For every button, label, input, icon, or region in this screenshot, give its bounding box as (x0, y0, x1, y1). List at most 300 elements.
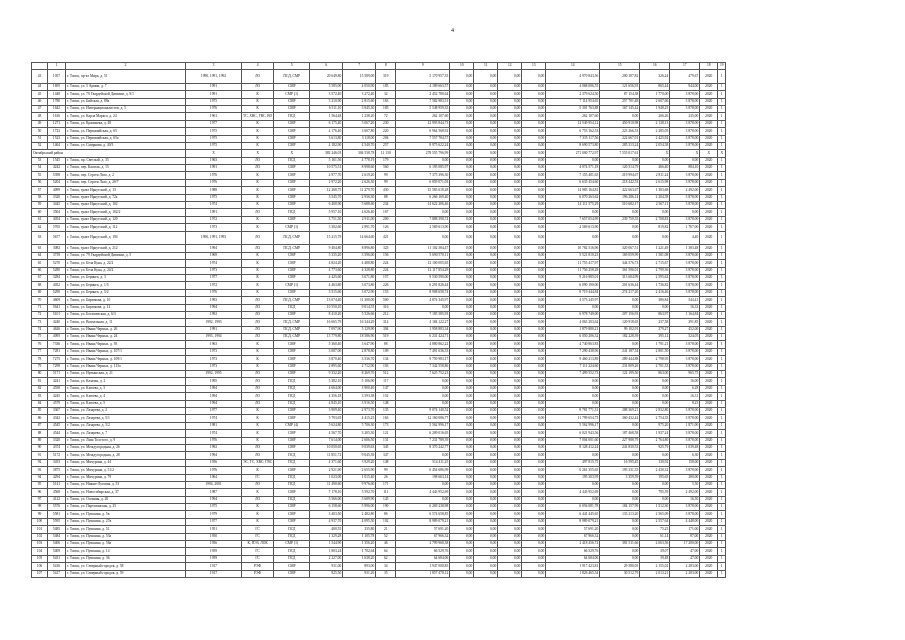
table-cell: 278 555 796,99 (396, 150, 450, 157)
table-cell: 0,00 (450, 282, 474, 289)
table-cell: 2020 (700, 282, 718, 289)
table-cell: 0,00 (396, 157, 450, 164)
table-cell: 2 891,70 (343, 224, 376, 231)
table-cell: 0,00 (498, 120, 522, 127)
table-cell: 0,00 (474, 120, 498, 127)
table-cell: г. Томск, ул. Пушкина, д. 51 (66, 526, 186, 533)
table-cell: г. Томск, тракт Иркутский, д. 194 (66, 231, 186, 245)
table-cell: 1 (718, 274, 726, 281)
table-cell: 4 443 952,69 (396, 489, 450, 496)
table-cell: 931,00 (310, 563, 343, 570)
table-cell: 54 (32, 165, 48, 172)
table-cell: 0,00 (498, 304, 522, 311)
table-cell: К (242, 356, 274, 363)
table-cell: 2 921,90 (310, 467, 343, 474)
table-cell: СМР (274, 430, 310, 437)
table-cell: 17 200,00 (670, 541, 700, 548)
table-cell: 0,00 (474, 319, 498, 326)
table-cell: 0,00 (474, 518, 498, 525)
table-cell: 6 056 081,78 (546, 504, 600, 511)
table-cell: Х (640, 150, 670, 157)
table-cell: К (242, 415, 274, 422)
table-cell: 1972 (186, 216, 242, 223)
table-cell: 4 773,60 (310, 267, 343, 274)
table-cell: 1 (718, 430, 726, 437)
table-row (32, 187, 726, 194)
table-cell: 1994, 2001 (186, 481, 242, 488)
table-cell: 0,00 (498, 378, 522, 385)
table-cell: 386,84 (640, 297, 670, 304)
table-cell: 2 155,02 (640, 563, 670, 570)
table-cell: 0,00 (546, 393, 600, 400)
table-cell: СМР (274, 216, 310, 223)
table-cell: 795,59 (640, 489, 670, 496)
table-cell: 3 878,00 (670, 430, 700, 437)
table-cell: 0,00 (498, 105, 522, 112)
table-cell: 185 (376, 105, 396, 112)
table-cell: 3 929,20 (343, 459, 376, 466)
table-cell: 121 656,93 (600, 83, 640, 90)
table-cell: г. Томск, ул. Пушкина, д. 56а (66, 541, 186, 548)
table-cell: 1 (718, 187, 726, 194)
table-cell: 5417 (48, 570, 66, 577)
table-cell: 0,00 (498, 341, 522, 348)
table-cell: 3 878,00 (670, 415, 700, 422)
table-cell: 3 593,38 (343, 393, 376, 400)
table-cell: 7 097,90 (310, 326, 343, 333)
table-cell: 1981 (186, 422, 242, 429)
table-cell: 2020 (700, 274, 718, 281)
table-cell: 6,28 (670, 385, 700, 392)
table-cell: 2 416,46 (640, 289, 670, 296)
table-row (32, 157, 726, 164)
table-cell: ЛО (242, 304, 274, 311)
table-cell: 2020 (700, 408, 718, 415)
table-row (32, 489, 726, 496)
table-cell: 46 (376, 541, 396, 548)
table-cell: 0,00 (498, 422, 522, 429)
table-cell: 2020 (700, 489, 718, 496)
table-cell: 335,80 (343, 526, 376, 533)
table-cell: 0,00 (498, 489, 522, 496)
table-cell: 84 (32, 400, 48, 407)
table-cell: К (242, 422, 274, 429)
table-cell: 0,00 (450, 297, 474, 304)
table-cell: 0,00 (450, 179, 474, 186)
table-cell: 4374 (48, 444, 66, 451)
table-cell: 241 187,54 (600, 348, 640, 355)
table-cell: 0,00 (450, 128, 474, 135)
table-cell: 3 673,80 (343, 282, 376, 289)
table-cell: 0,00 (450, 467, 474, 474)
table-cell: 0,00 (498, 496, 522, 503)
table-cell: СМР (274, 165, 310, 172)
table-cell: ЛО (242, 334, 274, 341)
table-cell: К (242, 224, 274, 231)
table-cell: 0,00 (522, 150, 546, 157)
table-cell: 103 (376, 363, 396, 370)
table-cell: 8 690 573,80 (546, 142, 600, 149)
table-cell: 0,00 (450, 548, 474, 555)
table-cell: 0,00 (474, 437, 498, 444)
table-cell: 75 (32, 334, 48, 341)
table-cell: 0,00 (450, 533, 474, 540)
table-cell: 4 443 952,69 (546, 489, 600, 496)
table-cell: 4054 (48, 216, 66, 223)
table-cell: 120 918,65 (600, 319, 640, 326)
table-cell: 3 878,00 (670, 356, 700, 363)
table-cell: 3 878,00 (670, 252, 700, 259)
table-cell: 0,00 (450, 341, 474, 348)
table-cell: г. Томск, ул. 79 Гвардейской Дивизии, д. 5 (66, 252, 186, 259)
table-cell: 1 (718, 415, 726, 422)
table-cell: 8 719 444,84 (546, 289, 600, 296)
table-cell: 2 815,60 (343, 98, 376, 105)
table-cell: 218 442,53 (600, 179, 640, 186)
table-cell: СМР (274, 511, 310, 518)
table-row (32, 105, 726, 112)
table-cell: 63 (32, 231, 48, 245)
table-cell: 0,00 (522, 165, 546, 172)
table-cell: 0,00 (522, 326, 546, 333)
table-row (32, 356, 726, 363)
table-cell: 0,00 (522, 526, 546, 533)
table-row (32, 319, 726, 326)
table-row (32, 452, 726, 459)
table-cell: 3 878,00 (670, 105, 700, 112)
table-cell: 102 (376, 518, 396, 525)
table-cell: 0,00 (450, 150, 474, 157)
table-cell: 1 (718, 252, 726, 259)
table-cell: 0,00 (450, 400, 474, 407)
table-cell: 135 (376, 408, 396, 415)
table-cell: К (242, 511, 274, 518)
table-row (32, 289, 726, 296)
table-cell: 4 778,19 (343, 157, 376, 164)
table-cell: К (242, 187, 274, 194)
table-cell: 0,00 (474, 260, 498, 267)
table-cell: СМР (274, 252, 310, 259)
table-cell: 193 331,35 (600, 467, 640, 474)
table-row (32, 371, 726, 378)
table-cell: 106 (32, 563, 48, 570)
table-cell: 4 664,00 (310, 385, 343, 392)
table-row (32, 422, 726, 429)
table-row (32, 311, 726, 318)
table-cell: 3 878,00 (670, 260, 700, 267)
table-cell: 0,00 (450, 319, 474, 326)
table-cell: г. Томск, ул. Иртышская, д. 21 (66, 371, 186, 378)
table-cell: 1977 (186, 518, 242, 525)
table-cell: 0,00 (474, 274, 498, 281)
table-cell: СМР (274, 105, 310, 112)
table-cell: 4 874 345,97 (396, 297, 450, 304)
table-cell: 4 184 122,27 (396, 319, 450, 326)
table-cell: 5 129,90 (343, 326, 376, 333)
table-cell: 1 702,64 (343, 548, 376, 555)
table-cell: 1917 (186, 563, 242, 570)
table-cell: К (242, 504, 274, 511)
table-cell: 0,00 (450, 430, 474, 437)
table-cell: ЛО (242, 481, 274, 488)
header-cell: 6 (310, 63, 343, 70)
table-cell: 1 (718, 570, 726, 577)
table-cell: СМР (274, 267, 310, 274)
table-cell: 11 755 417,97 (546, 260, 600, 267)
table-cell: 5 689,90 (343, 496, 376, 503)
table-cell: 382 246,03 (310, 150, 343, 157)
table-cell: 14 111 575,29 (546, 202, 600, 209)
table-cell: 1 544,90 (310, 541, 343, 548)
table-cell: 3 870,40 (310, 356, 343, 363)
table-cell: 1 (718, 289, 726, 296)
table-cell: 130,92 (640, 459, 670, 466)
table-cell: 0,00 (522, 142, 546, 149)
table-cell: 3 572,40 (310, 91, 343, 98)
table-cell: 1956 (186, 459, 242, 466)
table-cell: 11 799 654,75 (546, 415, 600, 422)
table-cell: 0,00 (474, 70, 498, 84)
table-cell: 0,00 (498, 202, 522, 209)
table-cell: 6 574 658,85 (396, 511, 450, 518)
table-cell: 6 070 263,62 (546, 194, 600, 201)
table-cell: 4 824,20 (310, 260, 343, 267)
table-cell: 1 857 478,12 (396, 570, 450, 577)
table-cell: г. Томск, ул. Клюева, д. 5 (66, 400, 186, 407)
table-cell: 1 512,30 (640, 504, 670, 511)
table-cell: 81 (32, 378, 48, 385)
table-cell: 2 285,05 (640, 128, 670, 135)
table-cell: 0,00 (522, 541, 546, 548)
table-cell: 0,00 (522, 231, 546, 245)
table-cell: 0,00 (546, 452, 600, 459)
table-cell: 1 (718, 400, 726, 407)
table-cell: 1994 (186, 304, 242, 311)
table-cell: 0,00 (600, 341, 640, 348)
table-cell: 195 303,95 (546, 474, 600, 481)
table-cell: 0,00 (522, 267, 546, 274)
table-cell: СМР (274, 83, 310, 90)
table-cell: 1 (718, 98, 726, 105)
table-cell: 1 (718, 113, 726, 120)
table-cell: 74 (32, 326, 48, 333)
table-cell: 0,00 (396, 231, 450, 245)
table-cell: 2020 (700, 179, 718, 186)
table-cell: 0,00 (474, 128, 498, 135)
table-cell: 430 (376, 187, 396, 194)
table-cell: 0,00 (498, 467, 522, 474)
table-cell: 1973 (186, 267, 242, 274)
table-cell: 2 138,13 (640, 120, 670, 127)
table-cell: 0,00 (498, 385, 522, 392)
table-cell: г. Томск, ул. Пушкина, д. 27в (66, 518, 186, 525)
table-row (32, 415, 726, 422)
table-row (32, 570, 726, 577)
table-cell: 0,00 (522, 91, 546, 98)
table-cell: г. Томск, ул. Бийская, д. 89а (66, 98, 186, 105)
table-cell: СМР (274, 194, 310, 201)
table-cell: 0,00 (450, 267, 474, 274)
table-cell: 0,00 (498, 91, 522, 98)
table-cell: 15 583 618,28 (396, 187, 450, 194)
table-cell: ПСД, СМР (274, 70, 310, 84)
table-cell: 1642 (48, 105, 66, 112)
table-cell: 5280 (48, 267, 66, 274)
table-cell: г. Томск, ул. Осенняя, д. 20 (66, 496, 186, 503)
table-cell: 201 636,44 (600, 282, 640, 289)
table-cell: 0,00 (450, 98, 474, 105)
table-cell: 14 983 164,81 (546, 187, 600, 194)
table-cell: 0,00 (600, 422, 640, 429)
table-row (32, 526, 726, 533)
table-cell: 2 936,30 (343, 194, 376, 201)
table-cell: 2 425,92 (640, 135, 670, 142)
table-cell: 0,00 (498, 135, 522, 142)
table-cell: 11 102 584,47 (396, 245, 450, 252)
table-cell: 4 488,80 (343, 260, 376, 267)
table-cell: 11 130 (376, 150, 396, 157)
table-cell: 2020 (700, 245, 718, 252)
table-cell: 224 (376, 267, 396, 274)
table-cell: 0,00 (396, 385, 450, 392)
table-cell: 4,40 (670, 231, 700, 245)
table-cell: 0,00 (522, 385, 546, 392)
table-cell: 1988 (186, 187, 242, 194)
table-cell: 0,00 (450, 415, 474, 422)
table-cell: 2020 (700, 334, 718, 341)
table-cell: 2 708,83 (640, 216, 670, 223)
table-cell: 6 175,40 (310, 120, 343, 127)
table-cell: 1976 (186, 179, 242, 186)
table-cell: 0,00 (450, 518, 474, 525)
table-cell: 1975 (186, 194, 242, 201)
table-cell: 0,00 (450, 452, 474, 459)
table-cell: г. Томск, ул. Лазарева, д. 7 (66, 430, 186, 437)
table-cell: 5484 (48, 533, 66, 540)
table-cell: 0,00 (498, 533, 522, 540)
table-cell: 4 937,70 (310, 518, 343, 525)
table-row (32, 113, 726, 120)
table-cell: 0,00 (474, 533, 498, 540)
table-cell: 1 (718, 216, 726, 223)
table-cell: г. Томск, ул. Нижне-Луговая, д. 53 (66, 481, 186, 488)
table-cell: 0,00 (522, 311, 546, 318)
table-cell: 163 (376, 415, 396, 422)
table-cell: 152 (376, 393, 396, 400)
table-cell: Х (186, 150, 242, 157)
table-cell: 3 878,00 (670, 348, 700, 355)
table-cell: 360 432,42 (600, 415, 640, 422)
table-cell: 16,00 (670, 378, 700, 385)
table-cell: 1975 (186, 504, 242, 511)
table-cell: 1 (718, 83, 726, 90)
table-cell: 5581 (48, 511, 66, 518)
table-cell: 1 238,20 (343, 113, 376, 120)
table-cell: 4 448,00 (670, 518, 700, 525)
table-cell: 3 596,00 (343, 252, 376, 259)
table-cell: 0,00 (640, 393, 670, 400)
table-cell: 7 004 001,60 (546, 437, 600, 444)
table-cell: К (242, 341, 274, 348)
table-cell: 0,00 (450, 563, 474, 570)
table-cell: 2020 (700, 496, 718, 503)
table-cell: 148 (376, 400, 396, 407)
table-cell: 0,00 (522, 444, 546, 451)
table-cell: 2020 (700, 120, 718, 127)
table-cell: г. Томск, ул. Богашевская, д. 6/3 (66, 311, 186, 318)
table-cell: 2020 (700, 541, 718, 548)
table-cell: 288 369,21 (600, 408, 640, 415)
table-cell: 1 (718, 326, 726, 333)
table-cell: 8 896,80 (343, 245, 376, 252)
table-cell: 66 529,76 (396, 548, 450, 555)
table-row (32, 481, 726, 488)
table-cell: 1 (718, 541, 726, 548)
table-cell: 3 878,00 (670, 437, 700, 444)
table-cell: 4 095,50 (343, 518, 376, 525)
table-cell: 3 515,60 (310, 289, 343, 296)
table-cell: 1 (718, 91, 726, 98)
table-cell: 2020 (700, 526, 718, 533)
table-cell: 0,00 (474, 165, 498, 172)
table-cell: 0,00 (450, 526, 474, 533)
table-cell: 0,00 (640, 400, 670, 407)
table-cell: г. Томск, ул. Лазарева, д. 5/2 (66, 422, 186, 429)
table-cell: 2020 (700, 128, 718, 135)
table-cell: 0,00 (498, 319, 522, 326)
table-cell: 0,00 (450, 459, 474, 466)
table-cell: 5 688,60 (343, 202, 376, 209)
table-cell: 0,00 (498, 371, 522, 378)
table-cell: 1 (718, 267, 726, 274)
table-cell: 325 (376, 245, 396, 252)
table-cell: 9 216 985,01 (546, 274, 600, 281)
table-cell: г. Томск, ул. Междугородная, д. 26 (66, 444, 186, 451)
table-cell: 49 (32, 120, 48, 127)
table-cell: 9 759 983,17 (396, 356, 450, 363)
table-cell: 2020 (700, 393, 718, 400)
table-cell: 2020 (700, 187, 718, 194)
table-cell: 44 (32, 83, 48, 90)
table-cell: 1 (718, 422, 726, 429)
table-cell: 345 (376, 444, 396, 451)
table-cell: 1951 (186, 526, 242, 533)
table-cell: 0,00 (450, 113, 474, 120)
table-row (32, 341, 726, 348)
table-cell: 3 945,30 (343, 105, 376, 112)
table-cell: 0,00 (522, 282, 546, 289)
table-cell: 224 (376, 260, 396, 267)
table-cell: 2020 (700, 356, 718, 363)
table-cell: 0,00 (498, 437, 522, 444)
table-cell: 1 (718, 304, 726, 311)
table-cell: 0,00 (474, 98, 498, 105)
table-cell: 0,00 (522, 304, 546, 311)
table-cell: 8 269,70 (343, 371, 376, 378)
table-cell: 1992, 1995 (186, 371, 242, 378)
table-cell: 8 370 242,77 (396, 444, 450, 451)
table-cell: 0,00 (498, 98, 522, 105)
table-cell: 1 (718, 489, 726, 496)
table-cell: 1979 (186, 511, 242, 518)
table-cell: ПСД, СМР (274, 326, 310, 333)
header-cell: 9 (396, 63, 450, 70)
table-cell: г. Томск, ул. 5 Армии, д. 7 (66, 83, 186, 90)
table-cell: 271 000 772,97 (546, 150, 600, 157)
table-cell: г. Томск, ул. Лазарева, д. 5/1 (66, 415, 186, 422)
table-cell: 0,00 (450, 260, 474, 267)
table-cell: 0,00 (450, 393, 474, 400)
